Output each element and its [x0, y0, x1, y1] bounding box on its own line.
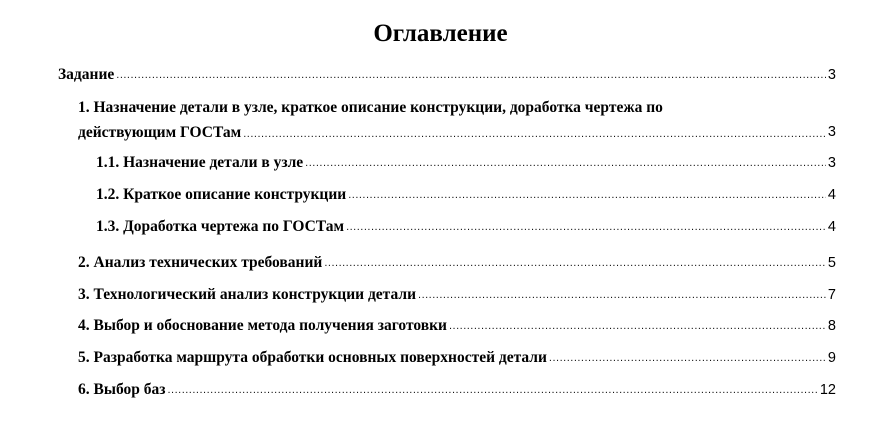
toc-entry-text: 3. Технологический анализ конструкции детали [78, 286, 417, 303]
toc-entry-1-2[interactable] [96, 184, 836, 206]
dot-leader [305, 152, 826, 174]
toc-title: Оглавление [373, 20, 508, 47]
toc-entry-text: 2. Анализ технических требований [78, 254, 323, 271]
toc-entry-5[interactable] [78, 347, 836, 369]
toc-page-number: 9 [827, 350, 836, 366]
toc-entry-text: 1.2. Краткое описание конструкции [96, 186, 347, 203]
toc-entry-text: Задание [58, 66, 115, 83]
toc-entry-4[interactable] [78, 315, 836, 337]
dot-leader [324, 252, 826, 274]
toc-entry-3[interactable] [78, 284, 836, 306]
toc-entry-text: 1.3. Доработка чертежа по ГОСТам [96, 218, 345, 235]
toc-page-number: 8 [827, 318, 836, 334]
toc-entry-text-line1: 1. Назначение детали в узле, краткое описание конструкции, доработка чертежа по [78, 99, 663, 116]
toc-entry-1-3[interactable] [96, 216, 836, 238]
toc-entry-1[interactable] [78, 95, 836, 145]
toc-entry-task[interactable] [58, 64, 836, 86]
toc-entry-text-line2: действующим ГОСТам [78, 124, 242, 141]
toc-entry-text: 1.1. Назначение детали в узле [96, 154, 304, 171]
toc-entry-6[interactable] [78, 379, 836, 401]
toc-page-number: 3 [827, 67, 836, 83]
toc-page-number: 4 [827, 187, 836, 203]
toc-entry-2[interactable] [78, 252, 836, 274]
dot-leader [116, 64, 826, 86]
dot-leader [167, 379, 817, 401]
toc-page-number: 3 [827, 155, 836, 171]
dot-leader [346, 216, 826, 238]
toc-page-number: 7 [827, 287, 836, 303]
toc-page-number: 12 [819, 382, 836, 398]
dot-leader [418, 284, 826, 306]
dot-leader [449, 315, 826, 337]
toc-entry-text: 4. Выбор и обоснование метода получения заготовки [78, 317, 447, 334]
toc-page-number: 5 [827, 255, 836, 271]
dot-leader [549, 347, 826, 369]
toc-page-number: 3 [827, 124, 836, 140]
dot-leader [348, 184, 826, 206]
toc-entry-text: 6. Выбор баз [78, 381, 166, 398]
dot-leader [243, 123, 826, 145]
toc-page-number: 4 [827, 219, 836, 235]
toc-entry-text: 5. Разработка маршрута обработки основных поверхностей детали [78, 349, 547, 366]
toc-entry-1-1[interactable] [96, 152, 836, 174]
